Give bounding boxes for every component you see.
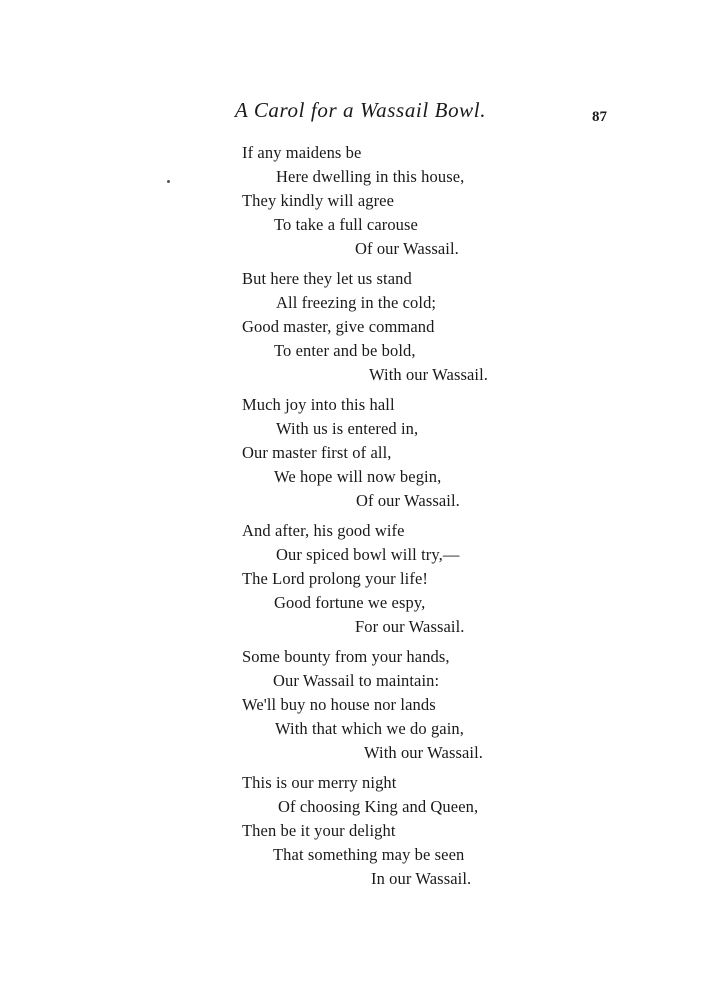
- poem: [0, 145, 721, 901]
- stanza-2: [0, 271, 721, 397]
- poem-line: Our master first of all,: [242, 443, 392, 462]
- stanza-3: [0, 397, 721, 523]
- poem-line: Good fortune we espy,: [274, 593, 426, 612]
- poem-refrain: With our Wassail.: [369, 365, 489, 384]
- poem-line: Some bounty from your hands,: [242, 647, 450, 666]
- poem-line: They kindly will agree: [242, 191, 395, 210]
- poem-line: And after, his good wife: [242, 521, 405, 540]
- poem-line: But here they let us stand: [242, 269, 412, 288]
- poem-line: This is our merry night: [242, 773, 397, 792]
- poem-line: With that which we do gain,: [275, 719, 464, 738]
- poem-line: Our Wassail to maintain:: [273, 671, 440, 690]
- poem-refrain: Of our Wassail.: [355, 239, 459, 258]
- poem-line: Of choosing King and Queen,: [278, 797, 479, 816]
- stanza-1: [0, 145, 721, 271]
- poem-line: To enter and be bold,: [274, 341, 416, 360]
- poem-refrain: In our Wassail.: [371, 869, 472, 888]
- poem-line: If any maidens be: [242, 143, 362, 162]
- poem-line: The Lord prolong your life!: [242, 569, 428, 588]
- page-number: 87: [592, 109, 607, 125]
- poem-line: All freezing in the cold;: [276, 293, 437, 312]
- poem-line: Good master, give command: [242, 317, 435, 336]
- running-header-title: A Carol for a Wassail Bowl.: [234, 98, 487, 122]
- poem-refrain: Of our Wassail.: [356, 491, 460, 510]
- poem-line: We'll buy no house nor lands: [242, 695, 436, 714]
- poem-line: To take a full carouse: [274, 215, 418, 234]
- poem-line: Then be it your delight: [242, 821, 396, 840]
- poem-line: We hope will now begin,: [274, 467, 442, 486]
- poem-line: With us is entered in,: [276, 419, 419, 438]
- stanza-6: [0, 775, 721, 901]
- poem-refrain: For our Wassail.: [355, 617, 465, 636]
- poem-line: Here dwelling in this house,: [276, 167, 465, 186]
- stanza-5: [0, 649, 721, 775]
- poem-line: Our spiced bowl will try,—: [276, 545, 460, 564]
- poem-line: That something may be seen: [273, 845, 465, 864]
- poem-refrain: With our Wassail.: [364, 743, 484, 762]
- stanza-4: [0, 523, 721, 649]
- poem-line: Much joy into this hall: [242, 395, 395, 414]
